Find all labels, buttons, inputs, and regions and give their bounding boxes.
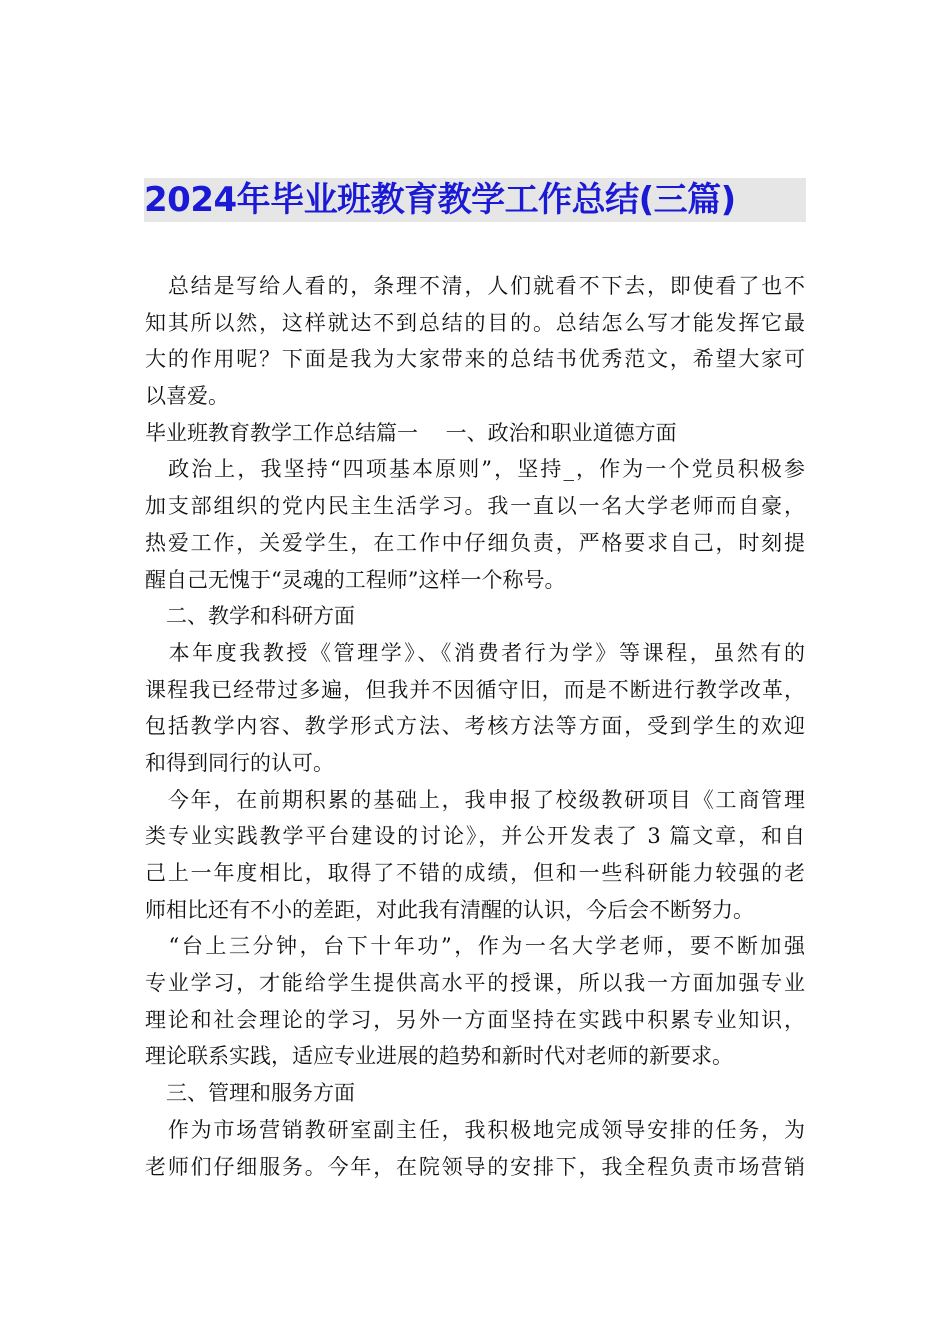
body-line: 理论和社会理论的学习，另外一方面坚持在实践中积累专业知识， xyxy=(145,1007,805,1032)
body-line: 三、管理和服务方面 xyxy=(145,1081,355,1106)
body-line: “台上三分钟，台下十年功”，作为一名大学老师，要不断加强 xyxy=(145,934,805,959)
body-line: 总结是写给人看的，条理不清，人们就看不下去，即使看了也不 xyxy=(145,274,805,298)
body-line: 专业学习，才能给学生提供高水平的授课，所以我一方面加强专业 xyxy=(145,971,805,996)
body-line: 己上一年度相比，取得了不错的成绩，但和一些科研能力较强的老 xyxy=(145,861,805,885)
document-body xyxy=(145,268,805,1185)
body-line: 大的作用呢？下面是我为大家带来的总结书优秀范文，希望大家可 xyxy=(145,347,805,372)
body-line: 理论联系实践，适应专业进展的趋势和新时代对老师的新要求。 xyxy=(145,1044,733,1069)
document-title: 2024年毕业班教育教学工作总结(三篇) xyxy=(144,180,736,220)
title-highlight xyxy=(144,178,806,222)
body-line: 毕业班教育教学工作总结篇一 一、政治和职业道德方面 xyxy=(145,420,677,445)
body-line: 包括教学内容、教学形式方法、考核方法等方面，受到学生的欢迎 xyxy=(145,714,805,739)
body-line: 醒自己无愧于“灵魂的工程师”这样一个称号。 xyxy=(145,567,566,592)
body-line: 师相比还有不小的差距，对此我有清醒的认识，今后会不断努力。 xyxy=(145,897,754,922)
body-line: 本年度我教授《管理学》、《消费者行为学》等课程，虽然有的 xyxy=(145,640,805,665)
body-line: 政治上，我坚持“四项基本原则”，坚持_，作为一个党员积极参 xyxy=(145,457,805,482)
body-line: 知其所以然，这样就达不到总结的目的。总结怎么写才能发挥它最 xyxy=(145,310,805,335)
body-line: 和得到同行的认可。 xyxy=(145,750,334,775)
body-line: 二、教学和科研方面 xyxy=(145,604,355,629)
body-line: 加支部组织的党内民主生活学习。我一直以一名大学老师而自豪， xyxy=(145,494,805,519)
body-line: 课程我已经带过多遍，但我并不因循守旧，而是不断进行教学改革， xyxy=(145,677,805,702)
body-line: 今年，在前期积累的基础上，我申报了校级教研项目《工商管理 xyxy=(145,787,805,812)
body-line: 作为市场营销教研室副主任，我积极地完成领导安排的任务，为 xyxy=(145,1117,805,1142)
body-line: 老师们仔细服务。今年，在院领导的安排下，我全程负责市场营销 xyxy=(145,1154,805,1179)
body-line: 以喜爱。 xyxy=(145,384,229,409)
body-line: 类专业实践教学平台建设的讨论》，并公开发表了 3 篇文章，和自 xyxy=(145,824,805,849)
body-line: 热爱工作，关爱学生，在工作中仔细负责，严格要求自己，时刻提 xyxy=(145,530,805,555)
